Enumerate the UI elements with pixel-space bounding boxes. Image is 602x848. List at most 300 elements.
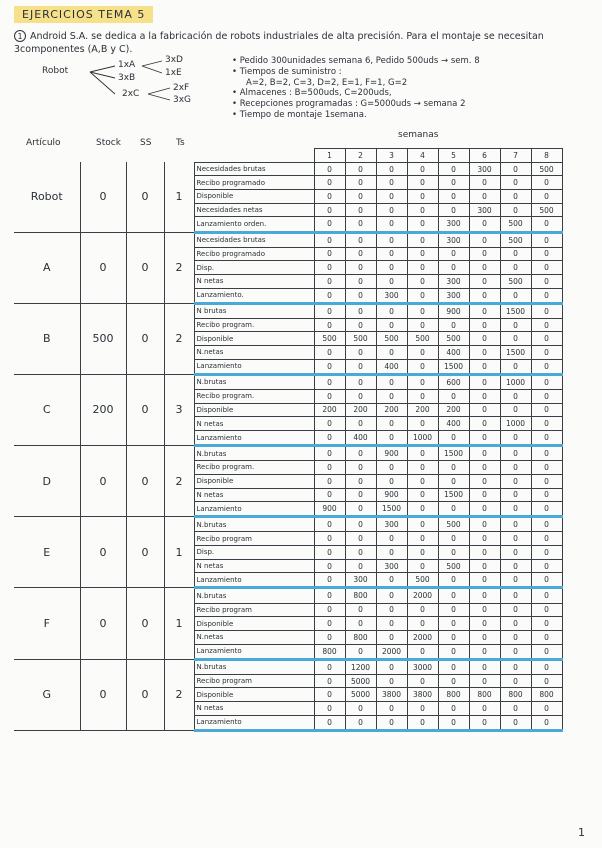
header-articulo: Artículo: [26, 138, 61, 148]
row-label: Recibo programado: [194, 247, 314, 261]
row-label: Lanzamiento.: [194, 288, 314, 303]
value-cell: 0: [345, 303, 376, 318]
value-cell: 0: [314, 688, 345, 702]
value-cell: 0: [438, 659, 469, 674]
item-cell: Robot: [14, 162, 80, 232]
ss-cell: 0: [126, 232, 164, 303]
value-cell: 5000: [345, 688, 376, 702]
value-cell: 1000: [500, 374, 531, 389]
table-row: [14, 446, 562, 461]
value-cell: 200: [407, 403, 438, 417]
tree-root: Robot: [42, 66, 69, 76]
value-cell: 0: [314, 261, 345, 275]
value-cell: 0: [345, 247, 376, 261]
value-cell: 300: [376, 517, 407, 532]
value-cell: 0: [500, 644, 531, 659]
value-cell: 0: [531, 461, 562, 475]
weeks-header-row: [14, 149, 562, 163]
value-cell: 3000: [407, 659, 438, 674]
value-cell: 1000: [407, 431, 438, 446]
value-cell: 0: [469, 403, 500, 417]
value-cell: 0: [407, 446, 438, 461]
value-cell: 0: [376, 190, 407, 204]
value-cell: 0: [531, 546, 562, 560]
row-label: Recibo program: [194, 674, 314, 688]
value-cell: 500: [345, 332, 376, 346]
value-cell: 0: [531, 303, 562, 318]
row-label: Recibo program.: [194, 389, 314, 403]
row-label: Disponible: [194, 403, 314, 417]
table-row: [14, 659, 562, 674]
value-cell: 0: [469, 374, 500, 389]
value-cell: 800: [314, 644, 345, 659]
value-cell: 0: [314, 232, 345, 247]
item-cell: A: [14, 232, 80, 303]
value-cell: 0: [314, 474, 345, 488]
value-cell: 0: [438, 176, 469, 190]
page-number: 1: [578, 826, 585, 839]
value-cell: 0: [438, 588, 469, 603]
value-cell: 0: [376, 630, 407, 644]
value-cell: 0: [469, 474, 500, 488]
item-cell: G: [14, 659, 80, 730]
stock-cell: 0: [80, 446, 126, 517]
value-cell: 0: [469, 359, 500, 374]
value-cell: 0: [500, 588, 531, 603]
value-cell: 0: [438, 190, 469, 204]
value-cell: 0: [531, 346, 562, 360]
tree-branches: [0, 58, 230, 108]
value-cell: 0: [376, 546, 407, 560]
value-cell: 0: [314, 461, 345, 475]
value-cell: 0: [407, 176, 438, 190]
value-cell: 0: [531, 588, 562, 603]
value-cell: 0: [469, 232, 500, 247]
value-cell: 0: [438, 573, 469, 588]
value-cell: 0: [500, 176, 531, 190]
value-cell: 1500: [500, 303, 531, 318]
row-label: Necesidades brutas: [194, 232, 314, 247]
value-cell: 0: [500, 715, 531, 730]
value-cell: 0: [314, 588, 345, 603]
value-cell: 900: [376, 488, 407, 502]
ts-cell: 1: [164, 517, 194, 588]
value-cell: 0: [500, 203, 531, 217]
value-cell: 200: [376, 403, 407, 417]
value-cell: 0: [531, 359, 562, 374]
value-cell: 900: [314, 502, 345, 517]
value-cell: 1500: [438, 446, 469, 461]
value-cell: 0: [407, 346, 438, 360]
problem-text: Android S.A. se dedica a la fabricación de robots industriales de alta precisión. Para el montaje se necesitan 3componentes (A,B y C).: [14, 31, 544, 55]
row-label: N.netas: [194, 346, 314, 360]
value-cell: 0: [376, 247, 407, 261]
week-header: 7: [500, 149, 531, 163]
value-cell: 0: [345, 217, 376, 232]
value-cell: 500: [438, 332, 469, 346]
value-cell: 0: [531, 644, 562, 659]
value-cell: 0: [531, 403, 562, 417]
value-cell: 0: [531, 532, 562, 546]
value-cell: 0: [438, 389, 469, 403]
value-cell: 0: [407, 389, 438, 403]
row-label: Recibo program.: [194, 318, 314, 332]
value-cell: 0: [407, 261, 438, 275]
value-cell: 0: [469, 546, 500, 560]
ss-cell: 0: [126, 374, 164, 445]
value-cell: 0: [469, 389, 500, 403]
value-cell: 500: [531, 203, 562, 217]
value-cell: 0: [469, 644, 500, 659]
value-cell: 0: [469, 247, 500, 261]
week-header: 5: [438, 149, 469, 163]
value-cell: 0: [407, 247, 438, 261]
value-cell: 0: [531, 659, 562, 674]
table-row: [14, 517, 562, 532]
value-cell: 0: [531, 630, 562, 644]
value-cell: 0: [345, 417, 376, 431]
item-cell: E: [14, 517, 80, 588]
value-cell: 0: [345, 702, 376, 716]
value-cell: 0: [500, 502, 531, 517]
value-cell: 0: [345, 274, 376, 288]
value-cell: 300: [376, 288, 407, 303]
value-cell: 0: [407, 461, 438, 475]
value-cell: 0: [407, 546, 438, 560]
weeks-label: semanas: [398, 130, 439, 140]
value-cell: 0: [407, 217, 438, 232]
value-cell: 0: [531, 517, 562, 532]
row-label: N netas: [194, 488, 314, 502]
value-cell: 0: [376, 588, 407, 603]
row-label: Recibo program.: [194, 461, 314, 475]
value-cell: 0: [407, 203, 438, 217]
value-cell: 0: [314, 573, 345, 588]
value-cell: 500: [376, 332, 407, 346]
table-row: [14, 303, 562, 318]
row-label: N.brutas: [194, 588, 314, 603]
value-cell: 0: [376, 431, 407, 446]
stock-cell: 200: [80, 374, 126, 445]
value-cell: 0: [500, 559, 531, 573]
row-label: Recibo programado: [194, 176, 314, 190]
row-label: N.brutas: [194, 659, 314, 674]
value-cell: 0: [469, 559, 500, 573]
value-cell: 0: [438, 431, 469, 446]
value-cell: 0: [345, 318, 376, 332]
value-cell: 0: [345, 261, 376, 275]
value-cell: 0: [500, 674, 531, 688]
value-cell: 0: [345, 715, 376, 730]
row-label: N.netas: [194, 630, 314, 644]
value-cell: 0: [500, 474, 531, 488]
value-cell: 0: [345, 346, 376, 360]
value-cell: 0: [314, 346, 345, 360]
value-cell: 0: [531, 247, 562, 261]
item-cell: B: [14, 303, 80, 374]
value-cell: 0: [469, 617, 500, 631]
value-cell: 0: [407, 162, 438, 176]
value-cell: 0: [500, 359, 531, 374]
header-spacer: [80, 149, 126, 163]
value-cell: 0: [438, 702, 469, 716]
row-label: Disponible: [194, 474, 314, 488]
value-cell: 0: [314, 318, 345, 332]
value-cell: 0: [469, 274, 500, 288]
value-cell: 300: [438, 288, 469, 303]
value-cell: 0: [345, 190, 376, 204]
value-cell: 0: [314, 389, 345, 403]
value-cell: 0: [376, 303, 407, 318]
value-cell: 0: [438, 247, 469, 261]
value-cell: 0: [314, 546, 345, 560]
value-cell: 0: [314, 274, 345, 288]
value-cell: 0: [376, 176, 407, 190]
value-cell: 0: [345, 446, 376, 461]
value-cell: 800: [345, 588, 376, 603]
ts-cell: 2: [164, 303, 194, 374]
value-cell: 1500: [376, 502, 407, 517]
value-cell: 0: [500, 403, 531, 417]
value-cell: 0: [345, 461, 376, 475]
value-cell: 0: [376, 374, 407, 389]
ts-cell: 1: [164, 588, 194, 659]
ts-cell: 2: [164, 659, 194, 730]
stock-cell: 0: [80, 232, 126, 303]
header-spacer: [126, 149, 164, 163]
row-label: N netas: [194, 274, 314, 288]
ts-cell: 3: [164, 374, 194, 445]
problem-number: 1: [14, 30, 26, 42]
value-cell: 0: [314, 203, 345, 217]
value-cell: 0: [407, 190, 438, 204]
value-cell: 0: [438, 203, 469, 217]
value-cell: 0: [531, 417, 562, 431]
value-cell: 500: [407, 573, 438, 588]
value-cell: 0: [531, 715, 562, 730]
value-cell: 0: [314, 715, 345, 730]
problem-statement: [14, 30, 594, 56]
value-cell: 1500: [500, 346, 531, 360]
value-cell: 0: [314, 488, 345, 502]
ts-cell: 1: [164, 162, 194, 232]
value-cell: 0: [345, 517, 376, 532]
note-assembly: • Tiempo de montaje 1semana.: [232, 109, 367, 120]
header-spacer: [14, 149, 80, 163]
header-spacer: [194, 149, 314, 163]
value-cell: 0: [531, 318, 562, 332]
note-orders: • Pedido 300unidades semana 6, Pedido 500uds → sem. 8: [232, 56, 480, 66]
value-cell: 0: [469, 573, 500, 588]
stock-cell: 0: [80, 588, 126, 659]
value-cell: 0: [500, 431, 531, 446]
value-cell: 0: [531, 374, 562, 389]
value-cell: 0: [500, 659, 531, 674]
value-cell: 0: [469, 190, 500, 204]
value-cell: 500: [500, 217, 531, 232]
value-cell: 0: [531, 617, 562, 631]
tree-node-e: 1xE: [165, 68, 182, 78]
stock-cell: 0: [80, 162, 126, 232]
value-cell: 0: [345, 288, 376, 303]
value-cell: 0: [469, 502, 500, 517]
value-cell: 0: [500, 603, 531, 617]
value-cell: 0: [500, 162, 531, 176]
value-cell: 0: [469, 674, 500, 688]
value-cell: 0: [469, 318, 500, 332]
value-cell: 0: [376, 702, 407, 716]
value-cell: 0: [376, 203, 407, 217]
row-label: N brutas: [194, 303, 314, 318]
value-cell: 0: [345, 546, 376, 560]
value-cell: 0: [469, 517, 500, 532]
row-label: N.brutas: [194, 374, 314, 389]
value-cell: 0: [407, 617, 438, 631]
value-cell: 0: [469, 588, 500, 603]
value-cell: 2000: [407, 630, 438, 644]
value-cell: 0: [314, 659, 345, 674]
value-cell: 0: [407, 517, 438, 532]
value-cell: 400: [438, 417, 469, 431]
value-cell: 1500: [438, 488, 469, 502]
value-cell: 0: [469, 630, 500, 644]
value-cell: 0: [376, 389, 407, 403]
value-cell: 300: [376, 559, 407, 573]
row-label: N netas: [194, 702, 314, 716]
value-cell: 0: [438, 674, 469, 688]
value-cell: 0: [345, 603, 376, 617]
value-cell: 0: [407, 532, 438, 546]
value-cell: 0: [314, 190, 345, 204]
header-ss: SS: [140, 138, 152, 148]
value-cell: 200: [314, 403, 345, 417]
value-cell: 0: [314, 359, 345, 374]
row-label: Lanzamiento: [194, 431, 314, 446]
value-cell: 0: [376, 318, 407, 332]
row-label: Necesidades brutas: [194, 162, 314, 176]
row-label: Disp.: [194, 261, 314, 275]
value-cell: 0: [469, 715, 500, 730]
value-cell: 0: [438, 461, 469, 475]
week-header: 4: [407, 149, 438, 163]
value-cell: 0: [469, 417, 500, 431]
value-cell: 0: [407, 702, 438, 716]
tree-node-b: 3xB: [118, 73, 136, 83]
note-lead-times-title: • Tiempos de suministro :: [232, 66, 342, 77]
value-cell: 0: [376, 573, 407, 588]
ts-cell: 2: [164, 446, 194, 517]
value-cell: 0: [345, 359, 376, 374]
value-cell: 0: [314, 431, 345, 446]
header-stock: Stock: [96, 138, 121, 148]
row-label: N netas: [194, 559, 314, 573]
page-title: EJERCICIOS TEMA 5: [14, 6, 153, 23]
value-cell: 0: [376, 217, 407, 232]
tree-node-a: 1xA: [118, 60, 136, 70]
week-header: 8: [531, 149, 562, 163]
value-cell: 0: [438, 261, 469, 275]
value-cell: 0: [438, 617, 469, 631]
value-cell: 0: [345, 488, 376, 502]
value-cell: 0: [469, 332, 500, 346]
value-cell: 0: [376, 474, 407, 488]
value-cell: 500: [500, 232, 531, 247]
value-cell: 300: [469, 203, 500, 217]
value-cell: 500: [407, 332, 438, 346]
header-spacer: [164, 149, 194, 163]
value-cell: 0: [438, 502, 469, 517]
value-cell: 0: [376, 417, 407, 431]
value-cell: 2000: [407, 588, 438, 603]
value-cell: 800: [469, 688, 500, 702]
value-cell: 0: [407, 715, 438, 730]
value-cell: 500: [314, 332, 345, 346]
value-cell: 900: [438, 303, 469, 318]
tree-node-c: 2xC: [122, 89, 140, 99]
row-label: Disponible: [194, 688, 314, 702]
value-cell: 0: [407, 502, 438, 517]
value-cell: 0: [407, 603, 438, 617]
table-row: [14, 588, 562, 603]
value-cell: 200: [345, 403, 376, 417]
value-cell: 300: [469, 162, 500, 176]
value-cell: 300: [438, 232, 469, 247]
mrp-grid: [14, 148, 563, 732]
note-receipts: • Recepciones programadas : G=5000uds → semana 2: [232, 99, 466, 110]
value-cell: 0: [407, 359, 438, 374]
value-cell: 0: [531, 332, 562, 346]
value-cell: 0: [407, 303, 438, 318]
row-label: Lanzamiento: [194, 359, 314, 374]
value-cell: 0: [376, 659, 407, 674]
value-cell: 2000: [376, 644, 407, 659]
value-cell: 0: [407, 318, 438, 332]
value-cell: 0: [345, 176, 376, 190]
value-cell: 0: [314, 674, 345, 688]
value-cell: 0: [469, 176, 500, 190]
value-cell: 300: [438, 217, 469, 232]
value-cell: 0: [500, 461, 531, 475]
value-cell: 0: [438, 318, 469, 332]
row-label: Disponible: [194, 332, 314, 346]
value-cell: 3800: [407, 688, 438, 702]
value-cell: 0: [531, 176, 562, 190]
row-label: Lanzamiento: [194, 573, 314, 588]
table-row: [14, 374, 562, 389]
value-cell: 0: [314, 162, 345, 176]
value-cell: 0: [500, 702, 531, 716]
row-label: N.brutas: [194, 517, 314, 532]
value-cell: 0: [407, 488, 438, 502]
value-cell: 0: [469, 659, 500, 674]
value-cell: 3800: [376, 688, 407, 702]
value-cell: 0: [469, 431, 500, 446]
value-cell: 400: [376, 359, 407, 374]
value-cell: 0: [438, 630, 469, 644]
item-cell: F: [14, 588, 80, 659]
ts-cell: 2: [164, 232, 194, 303]
value-cell: 0: [438, 162, 469, 176]
value-cell: 0: [407, 559, 438, 573]
value-cell: 0: [500, 630, 531, 644]
value-cell: 0: [314, 559, 345, 573]
value-cell: 0: [531, 232, 562, 247]
value-cell: 500: [438, 559, 469, 573]
value-cell: 0: [407, 232, 438, 247]
value-cell: 0: [376, 232, 407, 247]
value-cell: 0: [314, 617, 345, 631]
value-cell: 0: [345, 232, 376, 247]
